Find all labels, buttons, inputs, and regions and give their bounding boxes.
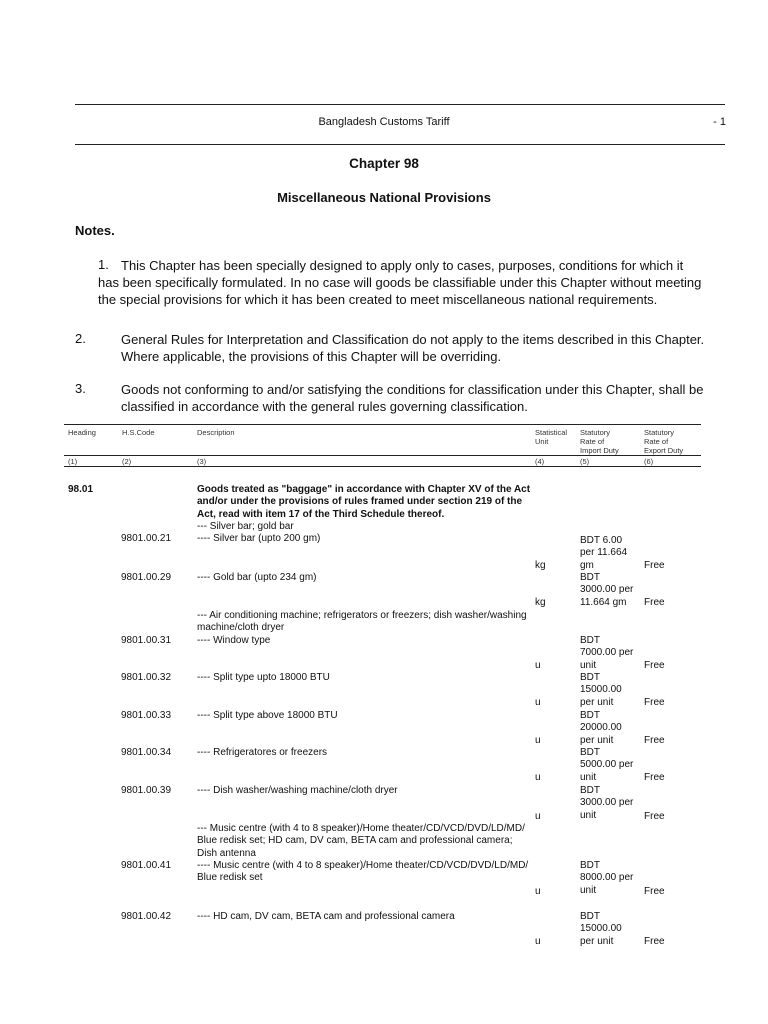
header-bottom-rule xyxy=(75,144,725,145)
item-description: ---- Window type xyxy=(197,635,271,646)
col-header-import-duty: Statutory Rate of Import Duty xyxy=(580,428,619,455)
export-rate: Free xyxy=(644,660,665,671)
import-rate: BDT 6.00 per 11.664 gm xyxy=(580,535,628,571)
header-mid-rule xyxy=(64,455,701,456)
stat-unit: u xyxy=(535,772,541,783)
heading-number: 98.01 xyxy=(68,484,94,495)
stat-unit: u xyxy=(535,697,541,708)
col-header-export-duty: Statutory Rate of Export Duty xyxy=(644,428,684,455)
col-header-description: Description xyxy=(197,428,235,437)
notes-label: Notes. xyxy=(75,223,115,238)
stat-unit: kg xyxy=(535,597,546,608)
import-rate: BDT 8000.00 per unit xyxy=(580,860,634,896)
col-number: (6) xyxy=(644,457,654,466)
item-description: ---- Silver bar (upto 200 gm) xyxy=(197,533,321,544)
stat-unit: u xyxy=(535,660,541,671)
col-header-stat-unit: Statistical Unit xyxy=(535,428,568,446)
col-number: (1) xyxy=(68,457,78,466)
import-rate: BDT 7000.00 per unit xyxy=(580,635,634,671)
col-number: (3) xyxy=(197,457,207,466)
col-header-hscode: H.S.Code xyxy=(122,428,155,437)
hs-code: 9801.00.33 xyxy=(121,710,172,721)
item-description: ---- Gold bar (upto 234 gm) xyxy=(197,572,317,583)
hs-code: 9801.00.39 xyxy=(121,785,172,796)
hs-code: 9801.00.41 xyxy=(121,860,172,871)
group-description: --- Music centre (with 4 to 8 speaker)/Home theater/CD/VCD/DVD/LD/MD/ Blue redisk set; HD cam, DV cam, BETA cam and professional camera; Dish antenna xyxy=(197,823,525,859)
item-description: ---- Split type above 18000 BTU xyxy=(197,710,338,721)
col-header-heading: Heading xyxy=(68,428,96,437)
stat-unit: u xyxy=(535,811,541,822)
page-number: - 1 xyxy=(713,116,726,128)
running-header-title: Bangladesh Customs Tariff xyxy=(318,116,450,128)
header-bottom-table-rule xyxy=(64,466,701,467)
note-number: 2. xyxy=(75,331,86,346)
import-rate: BDT 15000.00 per unit xyxy=(580,672,622,708)
item-description: ---- Refrigeratores or freezers xyxy=(197,747,328,758)
top-rule xyxy=(75,104,725,105)
stat-unit: u xyxy=(535,735,541,746)
chapter-title: Chapter 98 xyxy=(349,156,419,171)
import-rate: BDT 3000.00 per unit xyxy=(580,785,634,821)
hs-code: 9801.00.34 xyxy=(121,747,172,758)
col-number: (5) xyxy=(580,457,590,466)
hs-code: 9801.00.42 xyxy=(121,911,172,922)
import-rate: BDT 15000.00 per unit xyxy=(580,911,622,947)
chapter-subtitle: Miscellaneous National Provisions xyxy=(277,190,491,205)
item-description: ---- Music centre (with 4 to 8 speaker)/Home theater/CD/VCD/DVD/LD/MD/ Blue redisk set xyxy=(197,860,529,884)
group-description: --- Air conditioning machine; refrigerators or freezers; dish washer/washing machine/cloth dryer xyxy=(197,610,527,634)
table-top-rule xyxy=(64,424,701,425)
stat-unit: kg xyxy=(535,560,546,571)
import-rate: BDT 5000.00 per unit xyxy=(580,747,634,783)
export-rate: Free xyxy=(644,597,665,608)
export-rate: Free xyxy=(644,936,665,947)
item-description: ---- Dish washer/washing machine/cloth dryer xyxy=(197,785,398,796)
heading-description: Goods treated as "baggage" in accordance with Chapter XV of the Act and/or under the provisions of rules framed under section 219 of the Act, read with item 17 of the Third Schedule thereof. xyxy=(197,484,531,520)
export-rate: Free xyxy=(644,811,665,822)
stat-unit: u xyxy=(535,886,541,897)
note-number: 1. xyxy=(98,257,109,272)
note-text: This Chapter has been specially designed to apply only to cases, purposes, conditions for which it has been specifically formulated. In no case will goods be classifiable under this Chapter without meeting the special provisions for which it has been created to meet miscellaneous national requirements. xyxy=(98,258,702,307)
export-rate: Free xyxy=(644,560,665,571)
export-rate: Free xyxy=(644,697,665,708)
note-number: 3. xyxy=(75,381,86,396)
export-rate: Free xyxy=(644,735,665,746)
hs-code: 9801.00.21 xyxy=(121,533,172,544)
item-description: ---- Split type upto 18000 BTU xyxy=(197,672,330,683)
stat-unit: u xyxy=(535,936,541,947)
export-rate: Free xyxy=(644,772,665,783)
hs-code: 9801.00.31 xyxy=(121,635,172,646)
hs-code: 9801.00.29 xyxy=(121,572,172,583)
note-text: Goods not conforming to and/or satisfying the conditions for classification under this Chapter, shall be classified in accordance with the general rules governing classification. xyxy=(121,382,704,414)
import-rate: BDT 20000.00 per unit xyxy=(580,710,622,746)
item-description: ---- HD cam, DV cam, BETA cam and professional camera xyxy=(197,911,455,922)
note-text: General Rules for Interpretation and Classification do not apply to the items described in this Chapter. Where applicable, the provisions of this Chapter will be overriding. xyxy=(121,332,705,364)
import-rate: BDT 3000.00 per 11.664 gm xyxy=(580,572,634,608)
col-number: (4) xyxy=(535,457,545,466)
group-description: --- Silver bar; gold bar xyxy=(197,521,294,532)
hs-code: 9801.00.32 xyxy=(121,672,172,683)
export-rate: Free xyxy=(644,886,665,897)
col-number: (2) xyxy=(122,457,132,466)
